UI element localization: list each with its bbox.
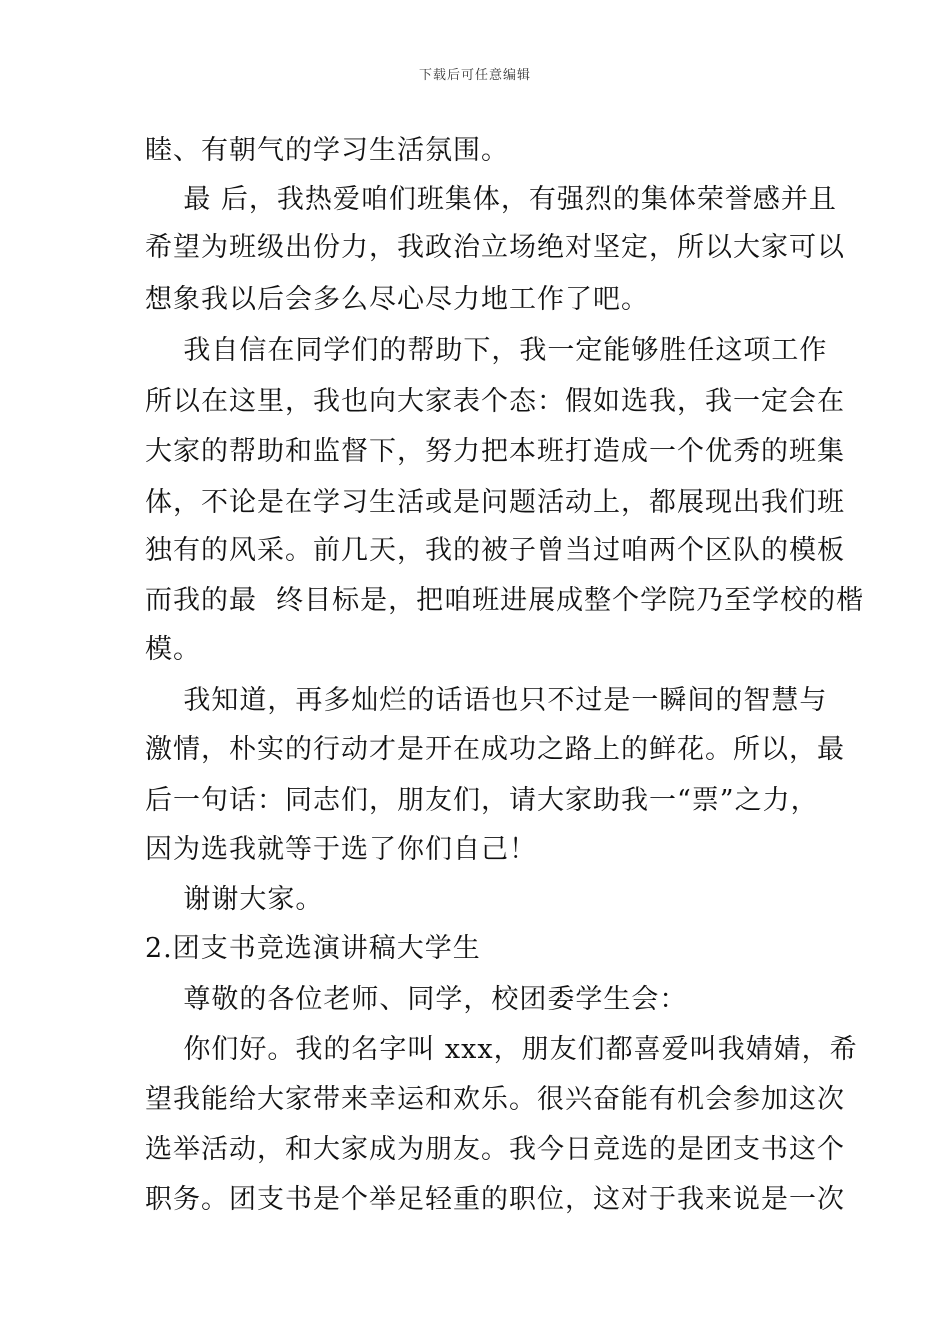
text-line: 独有的风采。前几天，我的被子曾当过咱两个区队的模板 (145, 535, 845, 566)
text-line: 希望为班级出份力，我政治立场绝对坚定，所以大家可以 (145, 232, 845, 263)
section-heading: 2.团支书竞选演讲稿大学生 (145, 933, 481, 964)
text-line: 因为选我就等于选了你们自己！ (145, 834, 537, 865)
text-line: 想象我以后会多么尽心尽力地工作了吧。 (145, 284, 649, 315)
text-line: 大家的帮助和监督下，努力把本班打造成一个优秀的班集 (145, 436, 845, 467)
text-line: 体，不论是在学习生活或是问题活动上，都展现出我们班 (145, 487, 845, 518)
text-line: 激情，朴实的行动才是开在成功之路上的鲜花。所以，最 (145, 734, 845, 765)
text-line: 最 后，我热爱咱们班集体，有强烈的集体荣誉感并且 (145, 184, 837, 215)
text-line: 我知道，再多灿烂的话语也只不过是一瞬间的智慧与 (145, 685, 828, 716)
text-line: 模。 (145, 634, 201, 665)
page-header: 下载后可任意编辑 (418, 68, 531, 83)
text-line: 我自信在同学们的帮助下，我一定能够胜任这项工作 (145, 335, 828, 366)
text-line: 你们好。我的名字叫 xxx，朋友们都喜爱叫我婧婧，希 (145, 1034, 858, 1065)
text-line: 尊敬的各位老师、同学，校团委学生会： (145, 984, 688, 1015)
text-line: 后一句话：同志们，朋友们，请大家助我一“票”之力， (145, 785, 819, 816)
text-line: 睦、有朝气的学习生活氛围。 (145, 135, 509, 166)
text-line: 选举活动，和大家成为朋友。我今日竞选的是团支书这个 (145, 1134, 845, 1165)
text-line: 所以在这里，我也向大家表个态：假如选我，我一定会在 (145, 386, 845, 417)
text-line: 职务。团支书是个举足轻重的职位，这对于我来说是一次 (145, 1184, 845, 1215)
text-line: 望我能给大家带来幸运和欢乐。很兴奋能有机会参加这次 (145, 1084, 845, 1115)
text-line: 而我的最 终目标是，把咱班进展成整个学院乃至学校的楷 (145, 585, 865, 616)
text-line: 谢谢大家。 (145, 884, 324, 915)
